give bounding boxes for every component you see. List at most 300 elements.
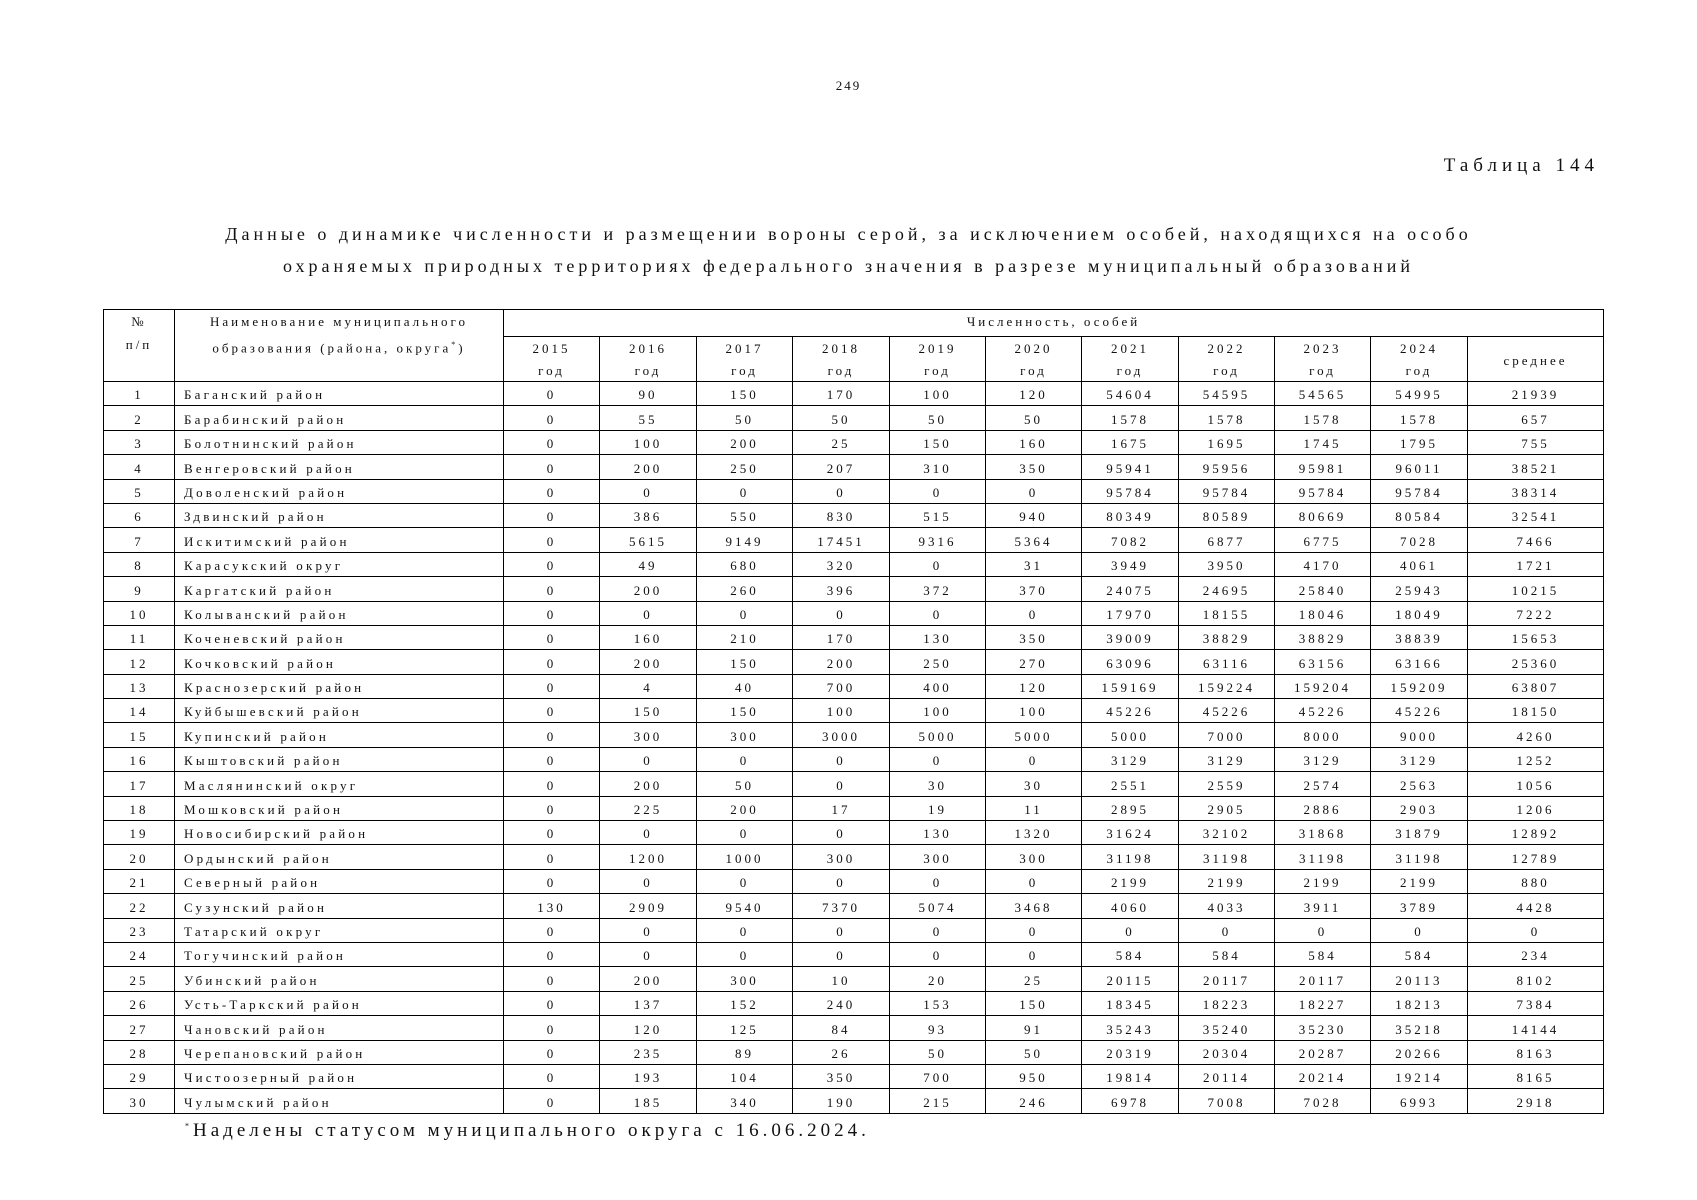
cell-count-2022: 2559 (1179, 772, 1275, 796)
row-municipality-name: Кочковский район (175, 650, 504, 674)
cell-count-2020: 270 (986, 650, 1082, 674)
table-row (104, 845, 1604, 869)
table-caption (100, 218, 1597, 282)
cell-count-2021: 1675 (1082, 430, 1179, 454)
cell-count-2024: 63166 (1371, 650, 1468, 674)
cell-count-2017: 9149 (697, 528, 793, 552)
table-row (104, 991, 1604, 1015)
cell-count-2015: 0 (504, 918, 600, 942)
cell-count-2023: 0 (1275, 918, 1371, 942)
cell-count-2021: 31624 (1082, 821, 1179, 845)
population-table (103, 309, 1604, 1114)
table-body (104, 382, 1604, 1114)
cell-count-2015: 0 (504, 1040, 600, 1064)
cell-count-2016: 193 (600, 1064, 697, 1088)
cell-count-2015: 0 (504, 991, 600, 1015)
header-name-line1: Наименование муниципального (209, 314, 469, 329)
cell-count-2020: 91 (986, 1016, 1082, 1040)
cell-count-2019: 0 (890, 747, 986, 771)
header-name-text: образования (района, округа (212, 340, 452, 356)
cell-count-2016: 225 (600, 796, 697, 820)
cell-count-2019: 50 (890, 406, 986, 430)
cell-count-2018: 3000 (793, 723, 890, 747)
cell-count-2023: 20117 (1275, 967, 1371, 991)
cell-count-2018: 170 (793, 382, 890, 406)
cell-count-2023: 584 (1275, 942, 1371, 966)
header-year-unit: год (827, 363, 855, 378)
table-row (104, 406, 1604, 430)
header-year-2018 (793, 337, 890, 382)
cell-average: 25360 (1468, 650, 1604, 674)
cell-count-2021: 95941 (1082, 455, 1179, 479)
cell-count-2021: 20319 (1082, 1040, 1179, 1064)
cell-count-2020: 950 (986, 1064, 1082, 1088)
cell-count-2024: 6993 (1371, 1089, 1468, 1113)
cell-count-2019: 19 (890, 796, 986, 820)
cell-count-2020: 3468 (986, 894, 1082, 918)
cell-count-2016: 386 (600, 503, 697, 527)
table-label: Таблица 144 (1443, 155, 1599, 176)
cell-count-2015: 0 (504, 479, 600, 503)
cell-count-2019: 5000 (890, 723, 986, 747)
cell-count-2017: 0 (697, 601, 793, 625)
header-average: среднее (1468, 337, 1604, 382)
cell-average: 1252 (1468, 747, 1604, 771)
cell-average: 14144 (1468, 1016, 1604, 1040)
cell-count-2016: 300 (600, 723, 697, 747)
cell-average: 7222 (1468, 601, 1604, 625)
cell-count-2016: 120 (600, 1016, 697, 1040)
table-row (104, 528, 1604, 552)
cell-count-2019: 0 (890, 942, 986, 966)
cell-count-2021: 7082 (1082, 528, 1179, 552)
table-row (104, 699, 1604, 723)
header-year-unit: год (1020, 363, 1047, 378)
cell-count-2019: 0 (890, 869, 986, 893)
cell-average: 234 (1468, 942, 1604, 966)
cell-count-2021: 20115 (1082, 967, 1179, 991)
row-number: 27 (104, 1016, 175, 1040)
cell-count-2020: 940 (986, 503, 1082, 527)
header-year-2019 (890, 337, 986, 382)
cell-count-2015: 0 (504, 430, 600, 454)
cell-count-2022: 3129 (1179, 747, 1275, 771)
cell-count-2017: 50 (697, 406, 793, 430)
row-municipality-name: Коченевский район (175, 625, 504, 649)
cell-count-2022: 1695 (1179, 430, 1275, 454)
cell-count-2020: 5000 (986, 723, 1082, 747)
cell-count-2020: 350 (986, 625, 1082, 649)
cell-count-2018: 207 (793, 455, 890, 479)
header-year-value: 2024 (1400, 341, 1438, 356)
cell-count-2021: 17970 (1082, 601, 1179, 625)
table-row (104, 552, 1604, 576)
cell-count-2020: 100 (986, 699, 1082, 723)
cell-count-2016: 4 (600, 674, 697, 698)
row-municipality-name: Северный район (175, 869, 504, 893)
cell-count-2024: 45226 (1371, 699, 1468, 723)
cell-count-2020: 5364 (986, 528, 1082, 552)
cell-count-2017: 150 (697, 699, 793, 723)
cell-count-2024: 54995 (1371, 382, 1468, 406)
cell-count-2017: 1000 (697, 845, 793, 869)
cell-count-2018: 0 (793, 942, 890, 966)
cell-count-2021: 54604 (1082, 382, 1179, 406)
cell-count-2017: 300 (697, 967, 793, 991)
cell-count-2024: 2903 (1371, 796, 1468, 820)
header-name-footnote-mark: * (451, 340, 459, 349)
cell-count-2019: 515 (890, 503, 986, 527)
table-row (104, 1040, 1604, 1064)
cell-count-2019: 130 (890, 821, 986, 845)
header-number-line1: № (131, 314, 147, 329)
header-year-value: 2023 (1303, 341, 1342, 356)
cell-count-2017: 200 (697, 796, 793, 820)
cell-count-2020: 0 (986, 869, 1082, 893)
cell-count-2016: 90 (600, 382, 697, 406)
row-municipality-name: Убинский район (175, 967, 504, 991)
cell-average: 0 (1468, 918, 1604, 942)
cell-average: 32541 (1468, 503, 1604, 527)
cell-count-2019: 372 (890, 577, 986, 601)
table-row (104, 723, 1604, 747)
cell-count-2023: 20287 (1275, 1040, 1371, 1064)
cell-count-2021: 2199 (1082, 869, 1179, 893)
row-number: 29 (104, 1064, 175, 1088)
header-year-2021 (1082, 337, 1179, 382)
footnote-text: Наделены статусом муниципального округа с 16.06.2024. (193, 1120, 870, 1141)
cell-count-2021: 4060 (1082, 894, 1179, 918)
cell-count-2015: 0 (504, 406, 600, 430)
cell-count-2021: 5000 (1082, 723, 1179, 747)
row-number: 13 (104, 674, 175, 698)
cell-count-2021: 0 (1082, 918, 1179, 942)
cell-count-2016: 150 (600, 699, 697, 723)
cell-count-2017: 250 (697, 455, 793, 479)
cell-count-2022: 7008 (1179, 1089, 1275, 1113)
cell-count-2015: 0 (504, 845, 600, 869)
cell-count-2024: 2563 (1371, 772, 1468, 796)
row-municipality-name: Мошковский район (175, 796, 504, 820)
table-row (104, 894, 1604, 918)
cell-count-2017: 0 (697, 869, 793, 893)
row-number: 15 (104, 723, 175, 747)
cell-count-2016: 0 (600, 747, 697, 771)
row-municipality-name: Баганский район (175, 382, 504, 406)
cell-average: 880 (1468, 869, 1604, 893)
cell-count-2016: 160 (600, 625, 697, 649)
cell-count-2016: 200 (600, 967, 697, 991)
cell-count-2022: 18155 (1179, 601, 1275, 625)
table-row (104, 869, 1604, 893)
footnote (185, 1120, 870, 1142)
cell-count-2019: 130 (890, 625, 986, 649)
row-municipality-name: Чистоозерный район (175, 1064, 504, 1088)
cell-count-2016: 200 (600, 772, 697, 796)
table-row (104, 796, 1604, 820)
cell-count-2018: 350 (793, 1064, 890, 1088)
table-row (104, 1016, 1604, 1040)
cell-count-2015: 0 (504, 455, 600, 479)
cell-count-2017: 152 (697, 991, 793, 1015)
cell-count-2022: 159224 (1179, 674, 1275, 698)
cell-count-2017: 0 (697, 747, 793, 771)
cell-count-2022: 95784 (1179, 479, 1275, 503)
cell-count-2020: 350 (986, 455, 1082, 479)
cell-count-2018: 700 (793, 674, 890, 698)
row-number: 14 (104, 699, 175, 723)
row-municipality-name: Венгеровский район (175, 455, 504, 479)
cell-count-2021: 63096 (1082, 650, 1179, 674)
cell-average: 8102 (1468, 967, 1604, 991)
cell-count-2021: 35243 (1082, 1016, 1179, 1040)
header-year-2015 (504, 337, 600, 382)
cell-count-2021: 2895 (1082, 796, 1179, 820)
cell-count-2016: 0 (600, 821, 697, 845)
cell-count-2020: 0 (986, 601, 1082, 625)
header-year-value: 2022 (1207, 341, 1246, 356)
cell-count-2022: 95956 (1179, 455, 1275, 479)
header-year-unit: год (1116, 363, 1144, 378)
cell-count-2023: 31868 (1275, 821, 1371, 845)
cell-count-2020: 0 (986, 747, 1082, 771)
cell-count-2019: 30 (890, 772, 986, 796)
cell-count-2023: 4170 (1275, 552, 1371, 576)
cell-count-2018: 0 (793, 918, 890, 942)
table-row (104, 674, 1604, 698)
table-row (104, 479, 1604, 503)
table-row (104, 382, 1604, 406)
cell-count-2016: 0 (600, 479, 697, 503)
cell-count-2019: 250 (890, 650, 986, 674)
header-group: Численность, особей (504, 310, 1604, 337)
cell-count-2018: 25 (793, 430, 890, 454)
row-number: 17 (104, 772, 175, 796)
header-year-unit: год (731, 363, 758, 378)
cell-count-2018: 830 (793, 503, 890, 527)
cell-count-2016: 137 (600, 991, 697, 1015)
cell-count-2023: 6775 (1275, 528, 1371, 552)
cell-count-2023: 3911 (1275, 894, 1371, 918)
cell-average: 7466 (1468, 528, 1604, 552)
row-municipality-name: Доволенский район (175, 479, 504, 503)
cell-count-2023: 1578 (1275, 406, 1371, 430)
cell-count-2017: 680 (697, 552, 793, 576)
cell-count-2019: 300 (890, 845, 986, 869)
row-municipality-name: Краснозерский район (175, 674, 504, 698)
cell-count-2023: 25840 (1275, 577, 1371, 601)
cell-count-2022: 32102 (1179, 821, 1275, 845)
cell-count-2017: 40 (697, 674, 793, 698)
row-number: 19 (104, 821, 175, 845)
cell-count-2022: 63116 (1179, 650, 1275, 674)
header-year-unit: год (1405, 363, 1433, 378)
header-year-value: 2018 (822, 341, 860, 356)
cell-count-2020: 0 (986, 942, 1082, 966)
row-number: 21 (104, 869, 175, 893)
row-number: 26 (104, 991, 175, 1015)
header-year-2022 (1179, 337, 1275, 382)
row-municipality-name: Черепановский район (175, 1040, 504, 1064)
row-number: 18 (104, 796, 175, 820)
header-year-2023 (1275, 337, 1371, 382)
cell-count-2023: 3129 (1275, 747, 1371, 771)
cell-count-2021: 2551 (1082, 772, 1179, 796)
cell-count-2016: 0 (600, 918, 697, 942)
cell-count-2015: 0 (504, 1064, 600, 1088)
row-number: 12 (104, 650, 175, 674)
cell-count-2024: 35218 (1371, 1016, 1468, 1040)
row-municipality-name: Кыштовский район (175, 747, 504, 771)
row-municipality-name: Здвинский район (175, 503, 504, 527)
cell-count-2015: 0 (504, 577, 600, 601)
row-number: 4 (104, 455, 175, 479)
cell-count-2018: 50 (793, 406, 890, 430)
cell-count-2021: 18345 (1082, 991, 1179, 1015)
cell-count-2020: 300 (986, 845, 1082, 869)
table-row (104, 1089, 1604, 1113)
row-municipality-name: Ордынский район (175, 845, 504, 869)
cell-count-2022: 2905 (1179, 796, 1275, 820)
cell-count-2019: 153 (890, 991, 986, 1015)
header-year-value: 2020 (1014, 341, 1053, 356)
cell-count-2017: 300 (697, 723, 793, 747)
row-municipality-name: Барабинский район (175, 406, 504, 430)
cell-count-2021: 80349 (1082, 503, 1179, 527)
cell-count-2018: 0 (793, 772, 890, 796)
cell-count-2024: 0 (1371, 918, 1468, 942)
cell-average: 12892 (1468, 821, 1604, 845)
cell-count-2024: 4061 (1371, 552, 1468, 576)
cell-count-2024: 20266 (1371, 1040, 1468, 1064)
cell-count-2024: 19214 (1371, 1064, 1468, 1088)
header-year-2020 (986, 337, 1082, 382)
cell-count-2024: 3129 (1371, 747, 1468, 771)
cell-count-2016: 5615 (600, 528, 697, 552)
cell-count-2016: 0 (600, 601, 697, 625)
cell-count-2024: 96011 (1371, 455, 1468, 479)
cell-count-2017: 210 (697, 625, 793, 649)
cell-count-2019: 0 (890, 601, 986, 625)
row-number: 22 (104, 894, 175, 918)
cell-count-2019: 0 (890, 918, 986, 942)
row-number: 5 (104, 479, 175, 503)
cell-count-2019: 0 (890, 552, 986, 576)
header-year-value: 2019 (918, 341, 957, 356)
cell-count-2015: 0 (504, 650, 600, 674)
table-row (104, 747, 1604, 771)
cell-count-2024: 80584 (1371, 503, 1468, 527)
cell-count-2024: 38839 (1371, 625, 1468, 649)
cell-count-2022: 7000 (1179, 723, 1275, 747)
cell-count-2016: 235 (600, 1040, 697, 1064)
row-number: 23 (104, 918, 175, 942)
cell-count-2015: 0 (504, 552, 600, 576)
cell-count-2024: 95784 (1371, 479, 1468, 503)
cell-count-2017: 200 (697, 430, 793, 454)
cell-average: 38314 (1468, 479, 1604, 503)
cell-count-2019: 400 (890, 674, 986, 698)
cell-average: 8163 (1468, 1040, 1604, 1064)
cell-count-2021: 31198 (1082, 845, 1179, 869)
row-municipality-name: Сузунский район (175, 894, 504, 918)
cell-count-2021: 24075 (1082, 577, 1179, 601)
cell-average: 4428 (1468, 894, 1604, 918)
cell-count-2017: 150 (697, 382, 793, 406)
cell-count-2023: 2199 (1275, 869, 1371, 893)
header-number-line2: п/п (125, 337, 153, 352)
header-year-2017 (697, 337, 793, 382)
cell-average: 755 (1468, 430, 1604, 454)
cell-count-2021: 39009 (1082, 625, 1179, 649)
cell-count-2018: 200 (793, 650, 890, 674)
cell-count-2017: 9540 (697, 894, 793, 918)
cell-count-2020: 50 (986, 1040, 1082, 1064)
cell-count-2023: 18227 (1275, 991, 1371, 1015)
cell-count-2021: 3129 (1082, 747, 1179, 771)
table-row (104, 577, 1604, 601)
row-municipality-name: Колыванский район (175, 601, 504, 625)
row-number: 20 (104, 845, 175, 869)
cell-average: 1721 (1468, 552, 1604, 576)
cell-count-2021: 45226 (1082, 699, 1179, 723)
row-municipality-name: Купинский район (175, 723, 504, 747)
cell-count-2024: 2199 (1371, 869, 1468, 893)
cell-count-2024: 18213 (1371, 991, 1468, 1015)
header-year-value: 2021 (1111, 341, 1149, 356)
cell-count-2018: 17 (793, 796, 890, 820)
cell-average: 1206 (1468, 796, 1604, 820)
cell-count-2024: 1795 (1371, 430, 1468, 454)
cell-count-2017: 0 (697, 821, 793, 845)
cell-count-2016: 200 (600, 577, 697, 601)
cell-count-2018: 100 (793, 699, 890, 723)
cell-count-2018: 0 (793, 869, 890, 893)
row-number: 16 (104, 747, 175, 771)
header-year-value: 2017 (725, 341, 764, 356)
cell-count-2019: 700 (890, 1064, 986, 1088)
header-year-value: 2016 (629, 341, 667, 356)
cell-count-2017: 0 (697, 479, 793, 503)
table-row (104, 601, 1604, 625)
cell-count-2022: 45226 (1179, 699, 1275, 723)
cell-count-2022: 38829 (1179, 625, 1275, 649)
table-row (104, 503, 1604, 527)
cell-count-2023: 20214 (1275, 1064, 1371, 1088)
cell-count-2023: 80669 (1275, 503, 1371, 527)
cell-count-2019: 0 (890, 479, 986, 503)
header-name-line2 (175, 337, 503, 356)
table-row (104, 821, 1604, 845)
cell-count-2019: 9316 (890, 528, 986, 552)
cell-count-2022: 20304 (1179, 1040, 1275, 1064)
cell-count-2023: 95784 (1275, 479, 1371, 503)
cell-count-2022: 4033 (1179, 894, 1275, 918)
cell-count-2016: 0 (600, 869, 697, 893)
cell-count-2023: 35230 (1275, 1016, 1371, 1040)
cell-count-2018: 0 (793, 479, 890, 503)
header-year-unit: год (538, 363, 565, 378)
cell-count-2018: 170 (793, 625, 890, 649)
cell-average: 12789 (1468, 845, 1604, 869)
cell-count-2024: 9000 (1371, 723, 1468, 747)
cell-count-2015: 0 (504, 528, 600, 552)
cell-count-2018: 320 (793, 552, 890, 576)
cell-count-2021: 159169 (1082, 674, 1179, 698)
cell-count-2015: 0 (504, 1089, 600, 1113)
cell-count-2020: 0 (986, 918, 1082, 942)
cell-count-2017: 89 (697, 1040, 793, 1064)
